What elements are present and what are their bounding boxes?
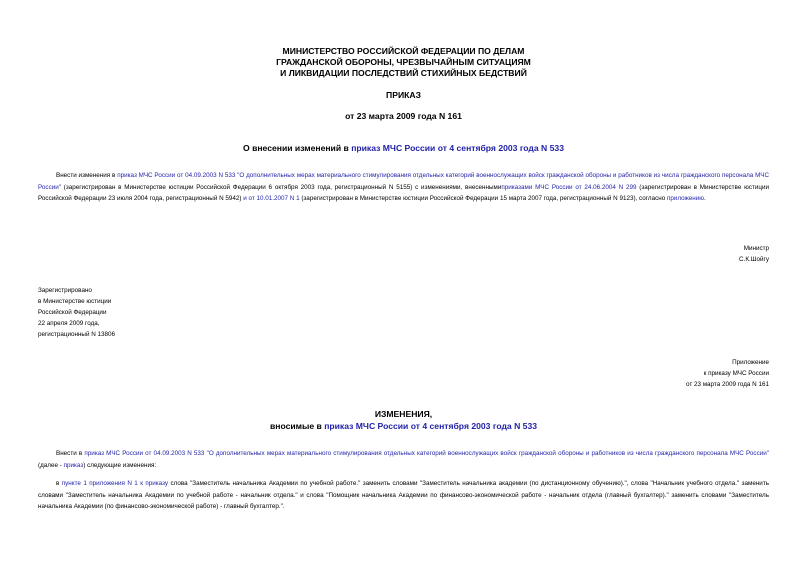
registration-block bbox=[38, 285, 115, 340]
intro-text-1: Внести изменения в bbox=[56, 172, 118, 179]
registration-line-3: Российской Федерации bbox=[38, 309, 107, 316]
document-date-number: от 23 марта 2009 года N 161 bbox=[345, 111, 462, 121]
intro-text-4: (зарегистрирован в Министерстве юстиции Российской Федерации 15 марта 2007 года, регистрационный N 9123), согласно bbox=[299, 195, 667, 202]
item-link-point-1[interactable]: пункте 1 приложения N 1 к приказу bbox=[61, 480, 169, 487]
changes-subtitle-prefix: вносимые в bbox=[269, 421, 325, 431]
item-text-2: слова "Заместитель начальника Академии по учебной работе." заменить словами "Заместитель начальника академии (по дистанционному обучению).", слова "Начальник учебного отдела." заменить словами "Заместитель начальника Академии по учебной работе - начальник отдела." и слова "Помощник начальника Академии по финансово-экономической работе - начальник отдела (главный бухгалтер)." заменить словами "Заместитель начальника Академии (по финансово-экономической работе) - главный бухгалтер.". bbox=[38, 480, 769, 510]
registration-line-1: Зарегистрировано bbox=[38, 287, 92, 294]
changes-link-order-533[interactable]: приказ МЧС России от 04.09.2003 N 533 "О дополнительных мерах материального стимулирования отдельных категорий военнослужащих войск гражданской обороны и работников из числа гражданского персонала МЧС России" bbox=[84, 450, 769, 457]
signature-block bbox=[739, 243, 769, 265]
intro-text-3: (зарегистрирован в Министерстве юстиции Российской Федерации 23 июля 2004 года, регистрационный N 5942) bbox=[38, 183, 770, 202]
intro-link-order-299[interactable]: приказами МЧС России от 24.06.2004 N 299 bbox=[501, 183, 637, 191]
changes-intro-paragraph bbox=[38, 448, 769, 471]
intro-link-appendix[interactable]: приложению bbox=[666, 195, 705, 202]
changes-text-3: ) следующие изменения: bbox=[83, 461, 157, 469]
changes-text-1: Внести в bbox=[56, 450, 85, 457]
document-title-prefix: О внесении изменений в bbox=[243, 143, 352, 153]
intro-link-order-533[interactable]: приказ МЧС России от 04.09.2003 N 533 "О дополнительных мерах материального стимулирования отдельных категорий военнослужащих войск гражданской обороны и работников из числа гражданского персонала МЧС России" bbox=[38, 172, 769, 191]
intro-link-order-1[interactable]: и от 10.01.2007 N 1 bbox=[243, 195, 300, 202]
ministry-name-line-3: И ЛИКВИДАЦИИ ПОСЛЕДСТВИЙ СТИХИЙНЫХ БЕДСТВИЙ bbox=[280, 68, 527, 78]
changes-text-2: (далее - bbox=[38, 461, 64, 469]
signature-role: Министр bbox=[743, 245, 769, 252]
appendix-block bbox=[686, 357, 769, 390]
changes-item-paragraph bbox=[38, 478, 769, 513]
intro-text-2: (зарегистрирован в Министерстве юстиции Российской Федерации 6 октября 2003 года, регистрационный N 5155) с изменениями, внесенными bbox=[61, 183, 502, 191]
ministry-name-line-1: МИНИСТЕРСТВО РОССИЙСКОЙ ФЕДЕРАЦИИ ПО ДЕЛАМ bbox=[282, 46, 525, 56]
document-type: ПРИКАЗ bbox=[386, 90, 421, 100]
changes-link-order[interactable]: приказ bbox=[63, 461, 84, 469]
changes-subtitle bbox=[0, 421, 807, 432]
registration-line-2: в Министерстве юстиции bbox=[38, 298, 112, 305]
ministry-name-line-2: ГРАЖДАНСКОЙ ОБОРОНЫ, ЧРЕЗВЫЧАЙНЫМ СИТУАЦИЯМ bbox=[276, 57, 531, 67]
appendix-line-2: к приказу МЧС России bbox=[703, 370, 769, 377]
document-title-link[interactable]: приказ МЧС России от 4 сентября 2003 года N 533 bbox=[351, 143, 564, 153]
changes-title: ИЗМЕНЕНИЯ, bbox=[374, 409, 433, 419]
ministry-name bbox=[0, 46, 807, 79]
registration-line-5: регистрационный N 13806 bbox=[38, 331, 116, 338]
appendix-line-1: Приложение bbox=[732, 359, 769, 366]
intro-text-5: . bbox=[704, 195, 706, 202]
intro-paragraph bbox=[38, 170, 769, 205]
document-title bbox=[0, 143, 807, 154]
appendix-line-3: от 23 марта 2009 года N 161 bbox=[685, 381, 769, 388]
signature-name: С.К.Шойгу bbox=[739, 256, 769, 263]
registration-line-4: 22 апреля 2009 года, bbox=[38, 320, 100, 327]
changes-subtitle-link[interactable]: приказ МЧС России от 4 сентября 2003 года N 533 bbox=[324, 421, 538, 431]
item-text-1: в bbox=[56, 480, 62, 487]
